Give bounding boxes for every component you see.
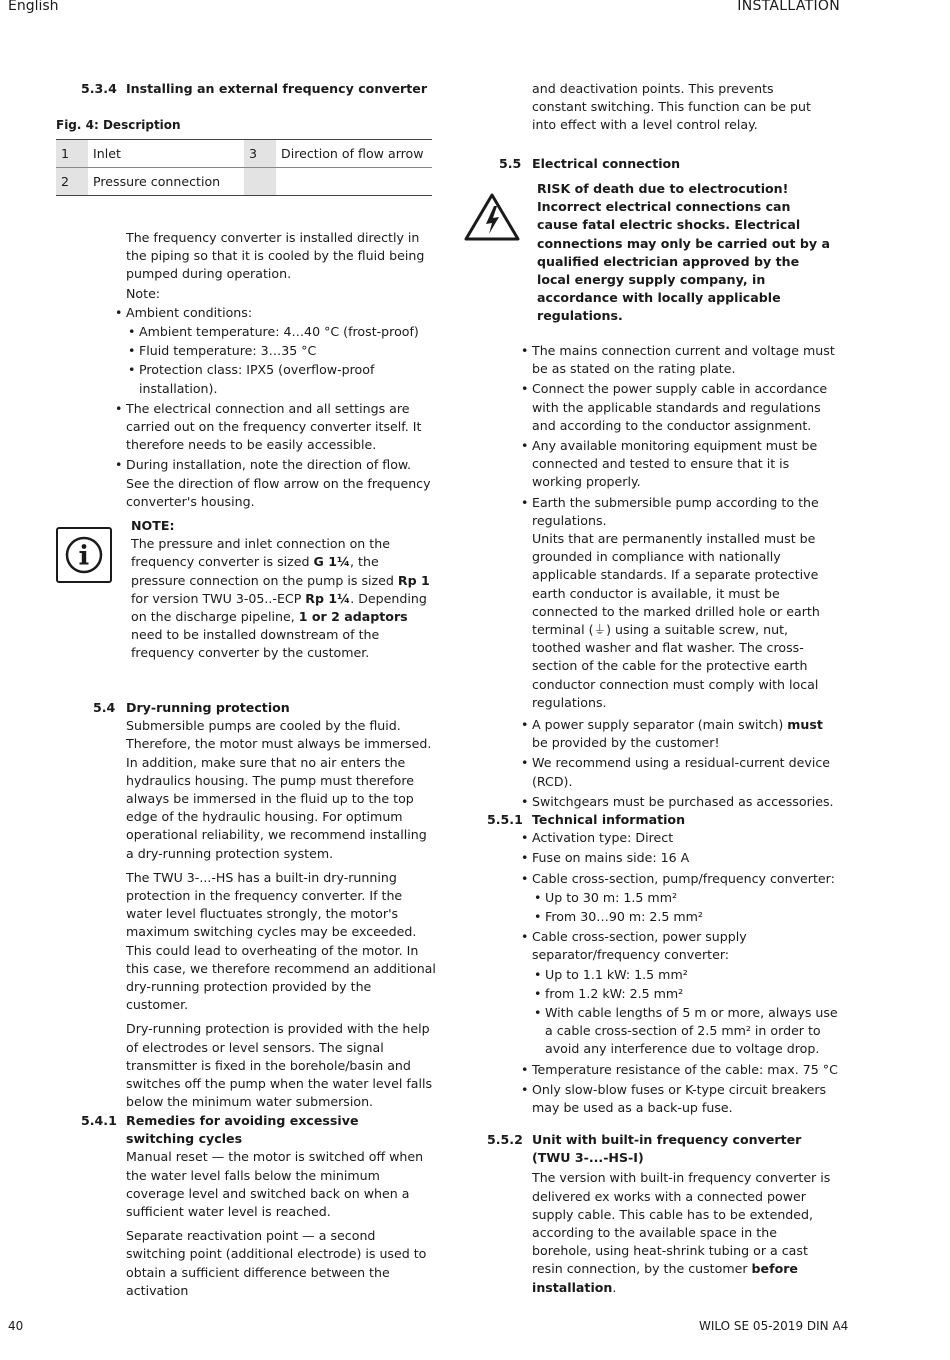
warning-text: [537, 180, 835, 326]
list-item: • Ambient temperature: 4…40 °C (frost-proof): [126, 323, 431, 341]
list-item: • Up to 30 m: 1.5 mm²: [532, 889, 839, 907]
note-emphasis: 1 or 2 adaptors: [298, 609, 408, 625]
list-item: [519, 870, 839, 927]
section-number: 5.5.1: [487, 812, 523, 827]
figure-legend-table: [56, 139, 432, 196]
table-cell: Inlet: [88, 140, 244, 168]
paragraph: Separate reactivation point — a second switching point (additional electrode) is used to obtain a sufficient difference between the activation: [126, 1228, 427, 1298]
section-number: 5.5: [499, 156, 522, 171]
list-item-emphasis: must: [787, 717, 823, 733]
list-item: • Fuse on mains side: 16 A: [519, 849, 839, 867]
list-item: • With cable lengths of 5 m or more, always use a cable cross-section of 2.5 mm² in order to avoid any interference due to voltage drop.: [532, 1004, 839, 1059]
paragraph-emphasis: before installation: [532, 1261, 798, 1295]
electrical-list: [519, 342, 841, 813]
section-number: 5.3.4: [81, 81, 117, 96]
note-text-part: . Depending on the discharge pipeline,: [131, 590, 427, 625]
list-item: • Protection class: IPX5 (overflow-proof installation).: [126, 361, 431, 397]
list-item: • During installation, note the direction of flow. See the direction of flow arrow on the frequency converter's housing.: [113, 456, 431, 511]
list-item: • Connect the power supply cable in accordance with the applicable standards and regulations and according to the conductor assignment.: [519, 380, 841, 435]
table-cell: Pressure connection: [88, 168, 244, 196]
note-text-part: for version TWU 3-05..-ECP: [131, 590, 306, 606]
paragraph: Manual reset — the motor is switched off when the water level falls below the minimum coverage level and switched back on when a sufficient water level is reached.: [126, 1149, 424, 1220]
section-heading: [462, 811, 840, 829]
section-5-4-1-continued: [532, 80, 832, 135]
section-number: 5.4: [93, 700, 116, 715]
paragraph-text: The version with built-in frequency converter is delivered ex works with a connected power supply cable. This cable has to be extended, according to the available space in the borehole, using heat-shrink tubing or a cast resin connection, by the customer: [532, 1170, 831, 1277]
note-text-part: need to be installed downstream of the frequency converter by the customer.: [131, 627, 380, 661]
list-item: • Temperature resistance of the cable: max. 75 °C: [519, 1061, 839, 1079]
section-heading: [56, 1112, 376, 1148]
section-5-4-1: [56, 1112, 436, 1300]
paragraph-text: .: [612, 1279, 617, 1295]
section-5-5-1: [462, 811, 840, 1119]
list-item: [113, 304, 431, 398]
section-heading: [462, 1131, 802, 1167]
note-text: [131, 535, 431, 662]
section-number: 5.5.2: [487, 1132, 523, 1147]
footer-imprint: WILO SE 05-2019 DIN A4: [699, 1319, 849, 1333]
figure-caption: Fig. 4: Description: [56, 118, 181, 133]
list-item: • Activation type: Direct: [519, 829, 839, 847]
list-item: • The electrical connection and all settings are carried out on the frequency converter itself. It therefore needs to be easily accessible.: [113, 400, 431, 455]
list-item: • from 1.2 kW: 2.5 mm²: [532, 985, 839, 1003]
list-item: • Up to 1.1 kW: 1.5 mm²: [532, 966, 839, 984]
installation-list: [113, 304, 431, 511]
note-emphasis: G 1¼: [313, 554, 351, 570]
note-label: Note:: [126, 285, 161, 301]
section-5-5-2: [462, 1131, 840, 1297]
list-item: • We recommend using a residual-current device (RCD).: [519, 754, 841, 790]
section-title: Technical information: [532, 812, 686, 827]
list-item-text: be provided by the customer!: [532, 735, 720, 751]
table-cell: 1: [56, 140, 88, 168]
list-item: [519, 928, 839, 1058]
note-box: [131, 517, 431, 663]
list-item: [519, 716, 841, 752]
electrical-hazard-icon: [463, 192, 521, 245]
note-emphasis: Rp 1: [397, 572, 430, 588]
table-cell: 3: [244, 140, 276, 168]
section-5-4: [56, 699, 436, 1111]
ambient-sublist: [126, 323, 431, 398]
page-number: 40: [8, 1319, 24, 1333]
technical-list: [519, 829, 839, 1117]
section-5-5: [462, 155, 840, 173]
paragraph: and deactivation points. This prevents constant switching. This function can be put into effect with a level control relay.: [532, 81, 811, 133]
note-title: NOTE:: [131, 518, 175, 533]
list-item: • From 30…90 m: 2.5 mm²: [532, 908, 839, 926]
list-item: • Fluid temperature: 3…35 °C: [126, 342, 431, 360]
warning-message: RISK of death due to electrocution! Incorrect electrical connections can cause fatal electric shocks. Electrical connections may only be carried out by a qualified electrician approved by the local energy supply company, in accordance with locally applicable regulations.: [537, 181, 830, 324]
intro-paragraph: The frequency converter is installed directly in the piping so that it is cooled by the fluid being pumped during operation.: [126, 230, 425, 282]
list-item: • Switchgears must be purchased as accessories.: [519, 793, 841, 811]
table-cell: [276, 168, 432, 196]
list-item-text: Cable cross-section, power supply separator/frequency converter:: [532, 929, 747, 963]
list-item: • The mains connection current and voltage must be as stated on the rating plate.: [519, 342, 841, 378]
table-row: [56, 140, 432, 168]
info-icon: [56, 527, 112, 583]
list-item-detail: Units that are permanently installed must be grounded in compliance with nationally applicable standards. If a separate protective earth conductor is available, it must be connected to the marked drilled hole or earth terminal (⏚) using a suitable screw, nut, toothed washer and flat washer. The cross-section of the cable for the protective earth conductor connection must comply with local regulations.: [532, 531, 820, 710]
note-emphasis: Rp 1¼: [305, 590, 351, 606]
list-item: • Only slow-blow fuses or K-type circuit breakers may be used as a back-up fuse.: [519, 1081, 839, 1117]
list-item: [519, 494, 841, 712]
section-title: Dry-running protection: [126, 700, 290, 715]
paragraph: Submersible pumps are cooled by the fluid. Therefore, the motor must always be immersed. In addition, make sure that no air enters the hydraulics housing. The pump must therefore always be immersed in the fluid up to the top edge of the hydraulic housing. For optimum operational reliability, we recommend installing a dry-running protection system.: [126, 718, 432, 861]
section-title: Unit with built-in frequency converter (TWU 3-...-HS-I): [532, 1132, 802, 1166]
note-text-part: The pressure and inlet connection on the frequency converter is sized: [131, 536, 390, 570]
section-title: Electrical connection: [532, 156, 681, 171]
table-cell: [244, 168, 276, 196]
table-row: [56, 168, 432, 196]
section-heading: [56, 699, 436, 717]
paragraph: The TWU 3-...-HS has a built-in dry-running protection in the frequency converter. If the water level fluctuates strongly, the motor's maximum switching cycles may be exceeded. This could lead to overheating of the motor. In this case, we therefore recommend an additional dry-running protection provided by the customer.: [126, 869, 436, 1013]
installation-text: [113, 229, 431, 513]
list-item-text: Ambient conditions:: [126, 304, 253, 320]
section-heading: [56, 80, 436, 98]
section-title: Installing an external frequency converter: [126, 81, 428, 96]
list-item: • Any available monitoring equipment must be connected and tested to ensure that it is working properly.: [519, 437, 841, 492]
section-5-3-4: [56, 80, 436, 196]
header-language: English: [8, 0, 59, 14]
list-item-text: Earth the submersible pump according to the regulations.: [532, 494, 819, 528]
note-text-part: , the pressure connection on the pump is sized: [131, 554, 398, 588]
list-item-text: A power supply separator (main switch): [532, 717, 788, 733]
table-cell: Direction of flow arrow: [276, 140, 432, 168]
list-item-text: Cable cross-section, pump/frequency converter:: [532, 870, 835, 886]
paragraph: Dry-running protection is provided with the help of electrodes or level sensors. The signal transmitter is fixed in the borehole/basin and switches off the pump when the water level falls below the minimum water submersion.: [126, 1021, 433, 1110]
section-title: Remedies for avoiding excessive switching cycles: [126, 1113, 359, 1147]
section-heading: [462, 155, 840, 173]
paragraph: [532, 1169, 832, 1296]
header-section: INSTALLATION: [737, 0, 840, 14]
section-number: 5.4.1: [81, 1113, 117, 1128]
table-cell: 2: [56, 168, 88, 196]
